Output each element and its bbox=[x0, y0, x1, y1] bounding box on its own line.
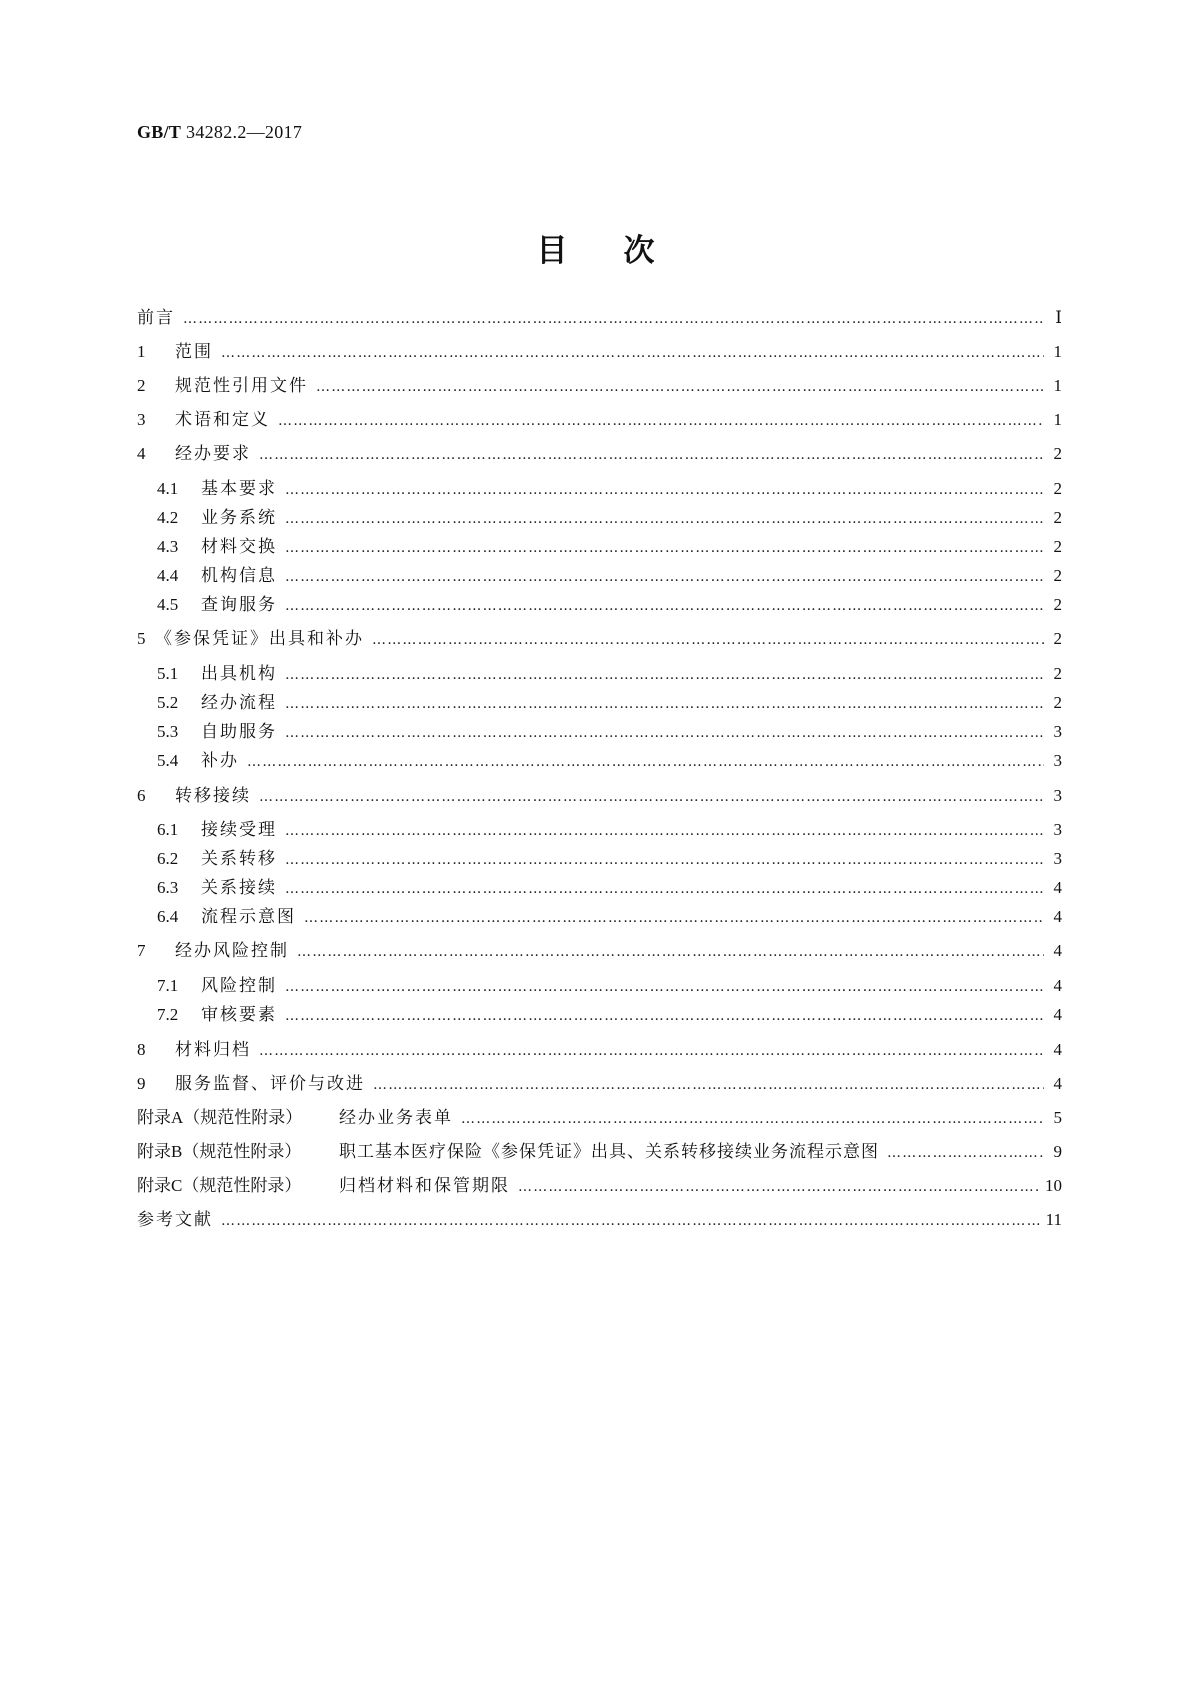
toc-entry-6-1[interactable] bbox=[157, 817, 1062, 843]
toc-entry-5-4[interactable] bbox=[157, 748, 1062, 774]
toc-entry-number: 5.4 bbox=[157, 751, 179, 770]
toc-leader-dots bbox=[285, 662, 1044, 688]
toc-entry-4-5[interactable] bbox=[157, 592, 1062, 618]
toc-entry-label: 流程示意图 bbox=[201, 907, 296, 927]
toc-entry-5-1[interactable] bbox=[157, 661, 1062, 687]
toc-entry-2[interactable] bbox=[137, 373, 1062, 399]
toc-entry-page: 2 bbox=[1053, 629, 1062, 648]
toc-entry-number: 7 bbox=[137, 941, 146, 960]
toc-entry-page: 3 bbox=[1053, 722, 1062, 741]
toc-entry-label: 关系接续 bbox=[201, 878, 277, 898]
toc-entry-page: 2 bbox=[1053, 537, 1062, 556]
toc-entry-page: 9 bbox=[1053, 1142, 1062, 1161]
toc-entry-number: 6.3 bbox=[157, 878, 179, 897]
toc-entry-number: 附录A（规范性附录） bbox=[137, 1108, 303, 1127]
page-title: 目次 bbox=[536, 233, 711, 269]
toc-entry-label: 术语和定义 bbox=[175, 410, 270, 430]
toc-entry-number: 5.1 bbox=[157, 664, 179, 683]
toc-entry-label: 出具机构 bbox=[201, 664, 277, 684]
toc-entry-6-3[interactable] bbox=[157, 875, 1062, 901]
toc-leader-dots bbox=[285, 1003, 1044, 1029]
toc-leader-dots bbox=[247, 749, 1044, 775]
toc-entry-page: 4 bbox=[1053, 878, 1062, 897]
toc-leader-dots bbox=[285, 691, 1044, 717]
toc-entry-page: 4 bbox=[1053, 976, 1062, 995]
toc-leader-dots bbox=[285, 720, 1044, 746]
toc-entry-4-4[interactable] bbox=[157, 563, 1062, 589]
toc-entry-page: 3 bbox=[1053, 820, 1062, 839]
toc-entry-page: 10 bbox=[1045, 1176, 1062, 1195]
toc-entry-label: 服务监督、评价与改进 bbox=[175, 1074, 365, 1094]
toc-entry-label: 范围 bbox=[175, 342, 213, 362]
toc-entry-label: 经办要求 bbox=[175, 444, 251, 464]
standard-code-prefix: GB/T bbox=[137, 122, 182, 142]
toc-entry-5[interactable] bbox=[137, 626, 1062, 652]
toc-entry-page: 3 bbox=[1053, 786, 1062, 805]
toc-leader-dots bbox=[304, 905, 1044, 931]
toc-leader-dots bbox=[183, 306, 1044, 332]
toc-entry-page: 4 bbox=[1053, 1074, 1062, 1093]
toc-entry-7-1[interactable] bbox=[157, 973, 1062, 999]
toc-entry-number: 9 bbox=[137, 1074, 146, 1093]
toc-leader-dots bbox=[373, 1072, 1044, 1098]
toc-leader-dots bbox=[285, 593, 1044, 619]
toc-entry-page: 2 bbox=[1053, 664, 1062, 683]
toc-entry-number: 4.2 bbox=[157, 508, 179, 527]
toc-leader-dots bbox=[461, 1106, 1044, 1132]
toc-entry-label: 《参保凭证》出具和补办 bbox=[155, 629, 364, 649]
toc-entry-label: 关系转移 bbox=[201, 849, 277, 869]
toc-entry-number: 8 bbox=[137, 1040, 146, 1059]
toc-entry-8[interactable] bbox=[137, 1037, 1062, 1063]
toc-entry-page: 2 bbox=[1053, 479, 1062, 498]
toc-entry-appendix-b[interactable] bbox=[137, 1139, 1062, 1165]
toc-entry-label: 规范性引用文件 bbox=[175, 376, 308, 396]
toc-entry-label: 材料归档 bbox=[175, 1040, 251, 1060]
toc-entry-number: 5 bbox=[137, 629, 146, 648]
toc-entry-4-3[interactable] bbox=[157, 534, 1062, 560]
toc-entry-label: 自助服务 bbox=[201, 722, 277, 742]
toc-entry-label: 参考文献 bbox=[137, 1210, 213, 1230]
toc-entry-4-2[interactable] bbox=[157, 505, 1062, 531]
toc-entry-appendix-c[interactable] bbox=[137, 1173, 1062, 1199]
toc-entry-page: 3 bbox=[1053, 849, 1062, 868]
toc-entry-label: 查询服务 bbox=[201, 595, 277, 615]
toc-leader-dots bbox=[259, 1038, 1044, 1064]
toc-entry-label: 审核要素 bbox=[201, 1005, 277, 1025]
toc-leader-dots bbox=[297, 939, 1044, 965]
toc-entry-4[interactable] bbox=[137, 441, 1062, 467]
toc-entry-label: 风险控制 bbox=[201, 976, 277, 996]
toc-entry-page: 5 bbox=[1053, 1108, 1062, 1127]
toc-entry-5-2[interactable] bbox=[157, 690, 1062, 716]
toc-leader-dots bbox=[285, 876, 1044, 902]
toc-entry-label: 业务系统 bbox=[201, 508, 277, 528]
toc-leader-dots bbox=[285, 506, 1044, 532]
standard-code-number: 34282.2—2017 bbox=[186, 122, 303, 142]
toc-entry-page: 3 bbox=[1053, 751, 1062, 770]
toc-entry-number: 7.2 bbox=[157, 1005, 179, 1024]
toc-entry-label: 基本要求 bbox=[201, 479, 277, 499]
toc-entry-label: 前言 bbox=[137, 308, 175, 328]
toc-leader-dots bbox=[221, 340, 1044, 366]
toc-entry-page: 2 bbox=[1053, 508, 1062, 527]
toc-entry-number: 4.5 bbox=[157, 595, 179, 614]
toc-entry-foreword[interactable] bbox=[137, 305, 1062, 331]
toc-leader-dots bbox=[285, 847, 1044, 873]
toc-entry-number: 2 bbox=[137, 376, 146, 395]
toc-leader-dots bbox=[285, 818, 1044, 844]
toc-entry-9[interactable] bbox=[137, 1071, 1062, 1097]
toc-entry-page: 4 bbox=[1053, 1005, 1062, 1024]
toc-entry-7-2[interactable] bbox=[157, 1002, 1062, 1028]
toc-leader-dots bbox=[221, 1208, 1040, 1234]
toc-entry-number: 5.2 bbox=[157, 693, 179, 712]
toc-entry-number: 3 bbox=[137, 410, 146, 429]
toc-leader-dots bbox=[518, 1174, 1039, 1200]
toc-entry-references[interactable] bbox=[137, 1207, 1062, 1233]
toc-entry-6[interactable] bbox=[137, 783, 1062, 809]
toc-entry-label: 经办风险控制 bbox=[175, 941, 289, 961]
toc-entry-page: 1 bbox=[1053, 342, 1062, 361]
toc-entry-number: 附录C（规范性附录） bbox=[137, 1176, 302, 1195]
toc-entry-page: 2 bbox=[1053, 566, 1062, 585]
toc-leader-dots bbox=[259, 442, 1044, 468]
toc-entry-number: 4.1 bbox=[157, 479, 179, 498]
toc-entry-page: 11 bbox=[1045, 1210, 1062, 1229]
toc-leader-dots bbox=[278, 408, 1044, 434]
toc-leader-dots bbox=[372, 627, 1044, 653]
toc-entry-number: 4.3 bbox=[157, 537, 179, 556]
toc-leader-dots bbox=[285, 564, 1044, 590]
toc-entry-number: 7.1 bbox=[157, 976, 179, 995]
toc-entry-label: 经办业务表单 bbox=[339, 1108, 453, 1128]
toc-entry-4-1[interactable] bbox=[157, 476, 1062, 502]
toc-entry-label: 材料交换 bbox=[201, 537, 277, 557]
toc-entry-label: 转移接续 bbox=[175, 786, 251, 806]
toc-entry-page: Ⅰ bbox=[1055, 308, 1062, 327]
toc-entry-number: 6.4 bbox=[157, 907, 179, 926]
toc-leader-dots bbox=[285, 477, 1044, 503]
toc-entry-label: 归档材料和保管期限 bbox=[339, 1176, 510, 1196]
toc-entry-number: 6.1 bbox=[157, 820, 179, 839]
toc-entry-6-4[interactable] bbox=[157, 904, 1062, 930]
toc-entry-number: 6.2 bbox=[157, 849, 179, 868]
toc-entry-page: 2 bbox=[1053, 693, 1062, 712]
toc-entry-6-2[interactable] bbox=[157, 846, 1062, 872]
toc-entry-page: 2 bbox=[1053, 595, 1062, 614]
toc-entry-label: 经办流程 bbox=[201, 693, 277, 713]
toc-entry-page: 1 bbox=[1053, 376, 1062, 395]
toc-entry-label: 机构信息 bbox=[201, 566, 277, 586]
toc-leader-dots bbox=[285, 535, 1044, 561]
toc-leader-dots bbox=[259, 784, 1044, 810]
toc-entry-page: 4 bbox=[1053, 941, 1062, 960]
toc-entry-number: 4.4 bbox=[157, 566, 179, 585]
toc-entry-label: 补办 bbox=[201, 751, 239, 771]
toc-leader-dots bbox=[887, 1140, 1044, 1166]
toc-entry-1[interactable] bbox=[137, 339, 1062, 365]
toc-entry-number: 附录B（规范性附录） bbox=[137, 1142, 302, 1161]
toc-entry-page: 1 bbox=[1053, 410, 1062, 429]
standard-code bbox=[137, 122, 302, 143]
toc-entry-appendix-a[interactable] bbox=[137, 1105, 1062, 1131]
toc-entry-page: 4 bbox=[1053, 907, 1062, 926]
toc-entry-number: 6 bbox=[137, 786, 146, 805]
toc-entry-label: 接续受理 bbox=[201, 820, 277, 840]
toc-entry-5-3[interactable] bbox=[157, 719, 1062, 745]
toc-entry-page: 4 bbox=[1053, 1040, 1062, 1059]
toc-entry-number: 5.3 bbox=[157, 722, 179, 741]
toc-leader-dots bbox=[285, 974, 1044, 1000]
toc-entry-3[interactable] bbox=[137, 407, 1062, 433]
toc-entry-7[interactable] bbox=[137, 938, 1062, 964]
toc-entry-label: 职工基本医疗保险《参保凭证》出具、关系转移接续业务流程示意图 bbox=[339, 1142, 879, 1162]
toc-entry-number: 1 bbox=[137, 342, 146, 361]
toc-leader-dots bbox=[316, 374, 1044, 400]
toc-entry-number: 4 bbox=[137, 444, 146, 463]
toc-entry-page: 2 bbox=[1053, 444, 1062, 463]
